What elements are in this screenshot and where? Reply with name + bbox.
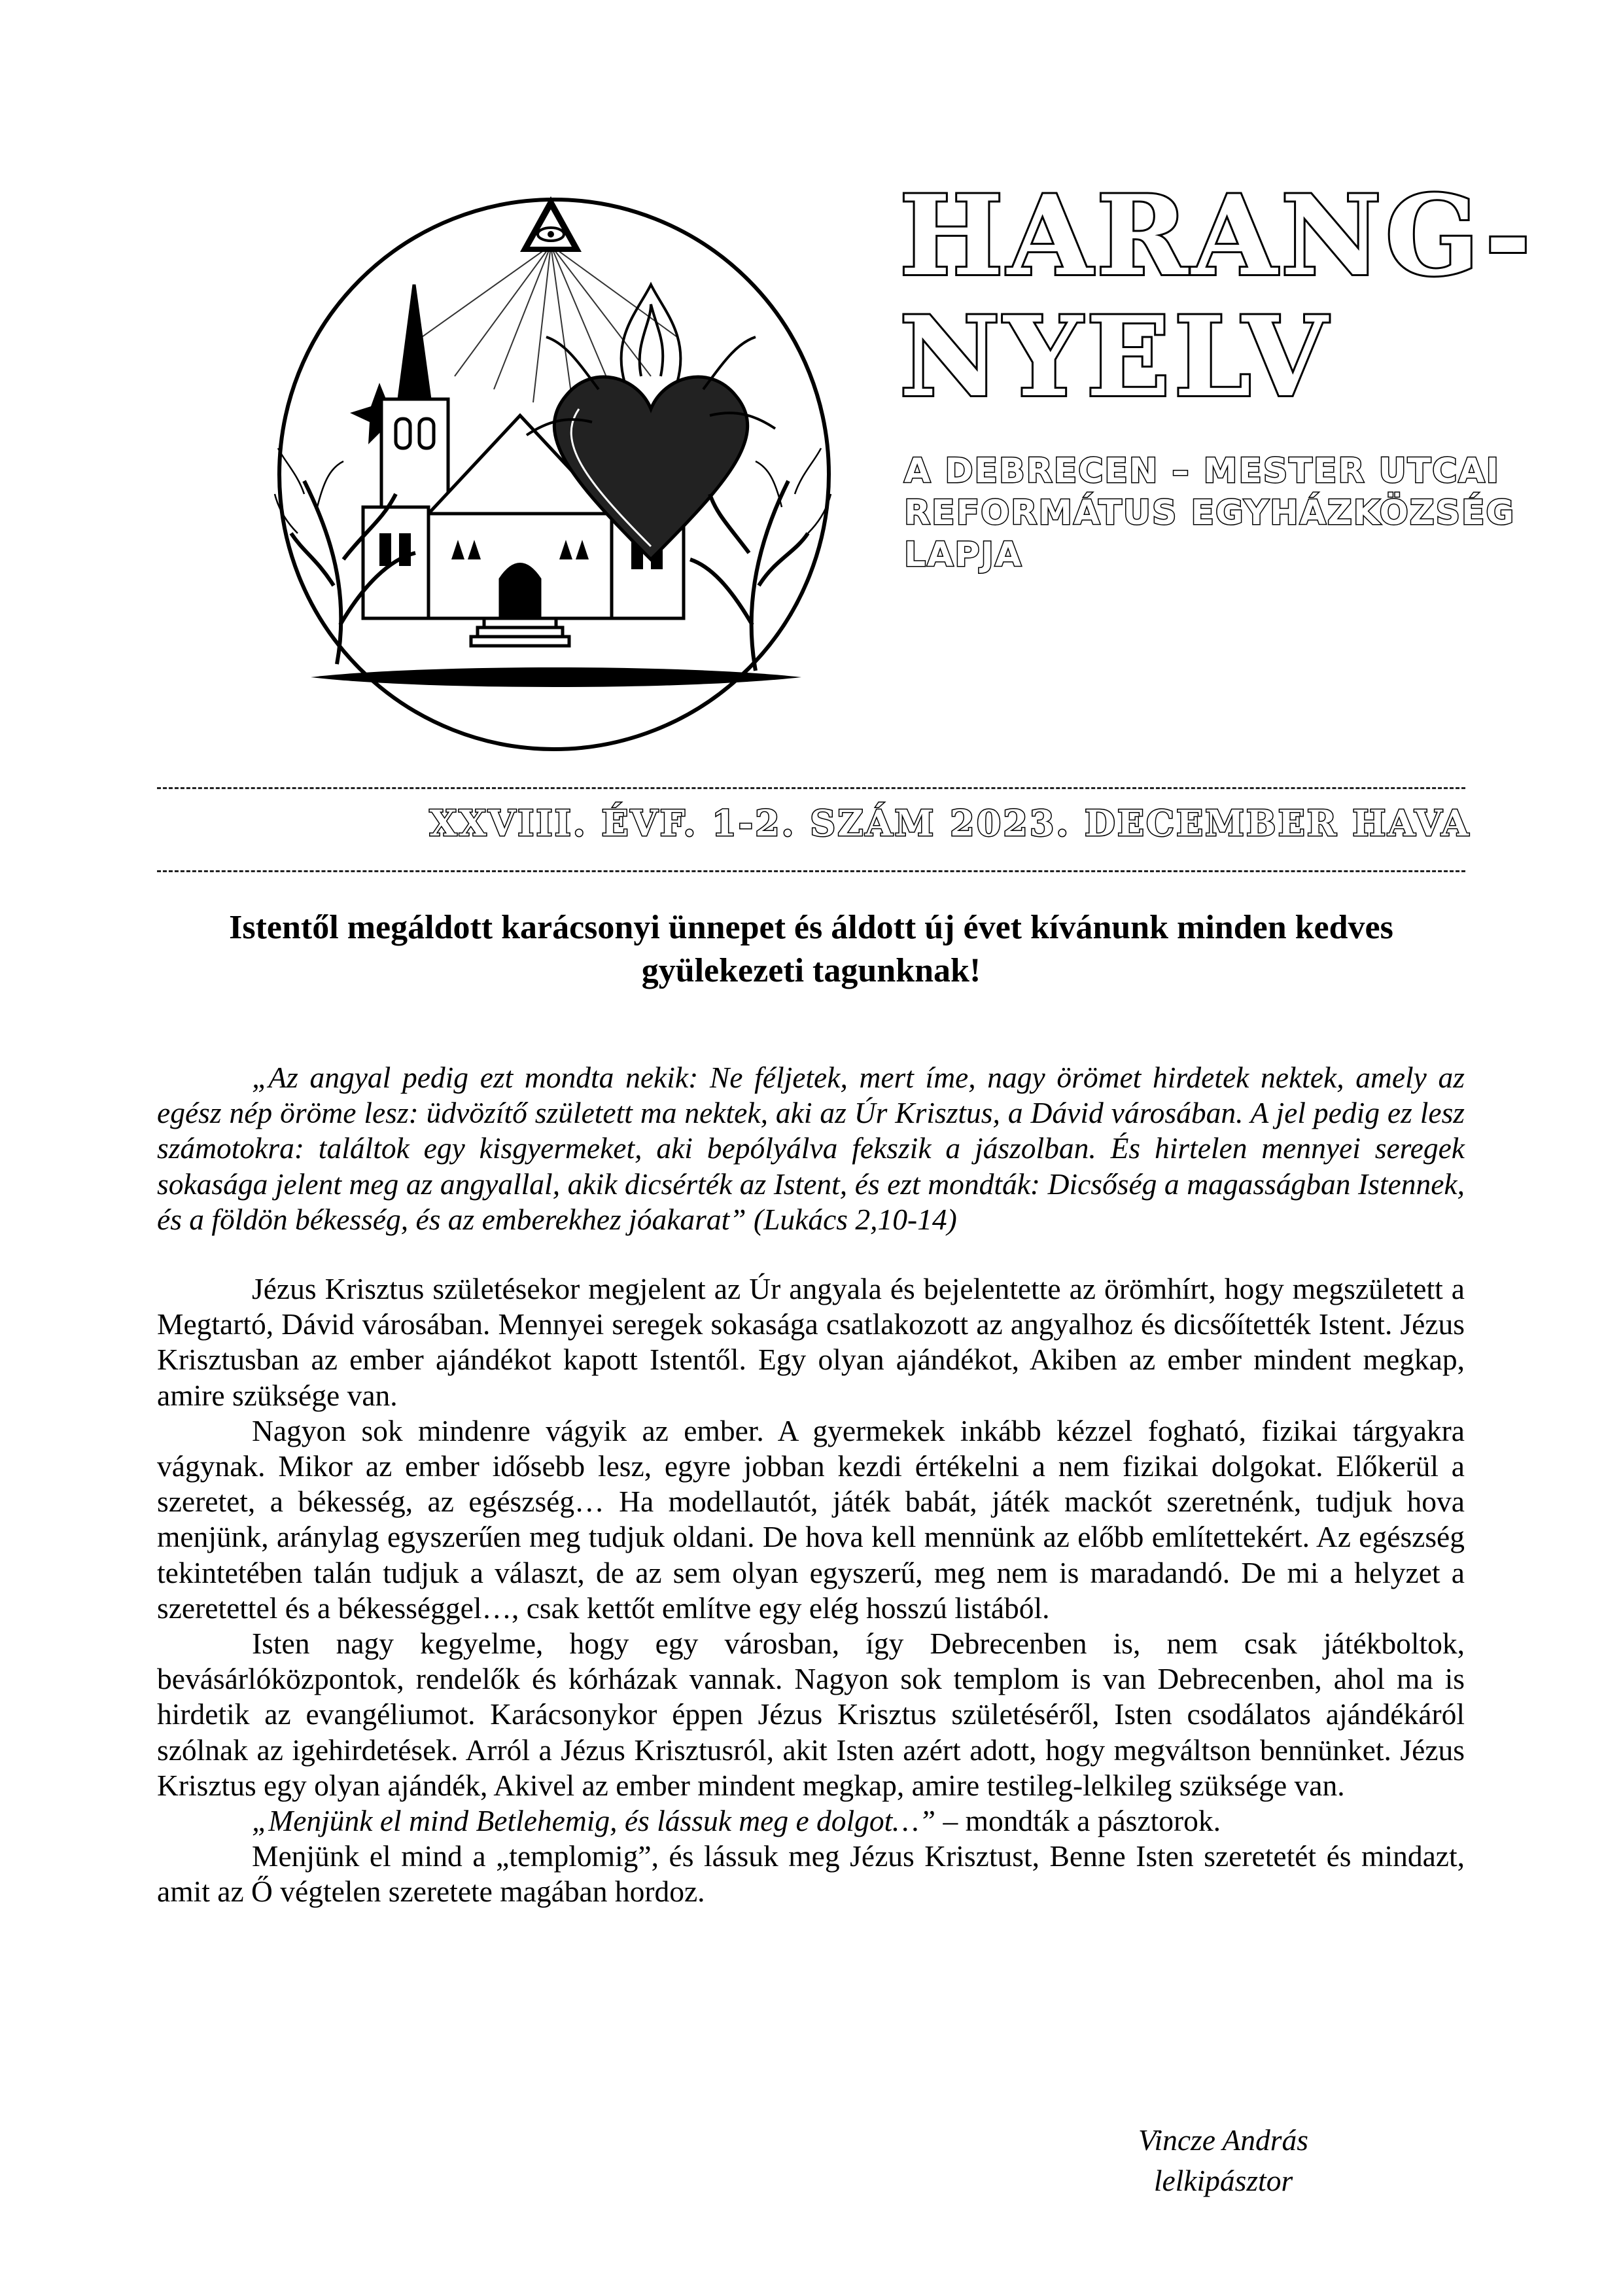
newsletter-subtitle [904,450,1515,576]
paragraph-3: Isten nagy kegyelme, hogy egy városban, így Debrecenben is, nem csak játékboltok, bevásárlóközpontok, rendelők és kórházak vannak. Nagyon sok templom is van Debrecenben, ahol ma is hirdetik az evangéliumot. Karácsonykor éppen Jézus Krisztus születéséről, Isten csodálatos ajándékáról szólnak az igehirdetések. Arról a Jézus Krisztusról, akit Isten azért adott, hogy megváltson bennünket. Jézus Krisztus egy olyan ajándék, Akivel az ember mindent megkap, amire testileg-lelkileg szüksége van. [157,1627,1465,1802]
title-line-1: HARANG- [899,171,1535,300]
signature-role: lelkipásztor [1153,2164,1293,2197]
issue-line: XXVIII. ÉVF. 1-2. SZÁM 2023. DECEMBER HAVA [429,802,1471,844]
article-body [157,1060,1465,1910]
title-line-2: NYELV [899,291,1332,421]
eye-triangle-icon [520,196,582,252]
closing-quote-italic: „Menjünk el mind Betlehemig, és lássuk meg e dolgot…” [252,1804,936,1838]
dashed-divider-top [157,787,1465,789]
subtitle-line-1: A DEBRECEN – MESTER UTCAI [904,451,1500,491]
church-emblem-logo [258,167,850,759]
bible-quote: „Az angyal pedig ezt mondta nekik: Ne féljetek, mert íme, nagy örömet hirdetek nektek, amely az egész nép öröme lesz: üdvözítő született ma nektek, aki az Úr Krisztus, a Dávid városában. A jel pedig ez lesz számotokra: találtok egy kisgyermeket, aki bepólyálva fekszik a jászolban. És hirtelen mennyei seregek sokasága jelent meg az angyallal, akik dicsérték az Istent, és ezt mondták: Dicsőség a magasságban Istennek, és a földön békesség, és az emberekhez jóakarat” (Lukács 2,10-14) [157,1061,1465,1236]
holiday-greeting: Istentől megáldott karácsonyi ünnepet és áldott új évet kívánunk minden kedves gyülekezeti tagunknak! [229,909,1393,989]
signature [1099,2120,1348,2201]
final-paragraph: Menjünk el mind a „templomig”, és lássuk meg Jézus Krisztust, Benne Isten szeretetét és mindazt, amit az Ő végtelen szeretete magában hordoz. [157,1839,1465,1909]
signature-name: Vincze András [1138,2123,1308,2157]
paragraph-2: Nagyon sok mindenre vágyik az ember. A gyermekek inkább kézzel fogható, fizikai tárgyakra vágynak. Mikor az ember idősebb lesz, egyre jobban kezdi értékelni a nem fizikai dolgokat. Előkerül a szeretet, a békesség, az egészség… Ha modellautót, játék babát, játék mackót szeretnénk, tudjuk hova menjünk, aránylag egyszerűen meg tudjuk oldani. De hova kell mennünk az előbb említettekért. Az egészség tekintetében talán tudjuk a választ, de az sem olyan egyszerű, meg nem is maradandó. De mi a helyzet a szeretettel és a békességgel…, csak kettőt említve egy elég hosszú listából. [157,1413,1465,1625]
subtitle-line-3: LAPJA [904,535,1023,574]
newsletter-title [899,171,1535,421]
closing-quote-paragraph [157,1803,1465,1839]
dashed-divider-bottom [157,870,1465,872]
paragraph-1: Jézus Krisztus születésekor megjelent az Úr angyala és bejelentette az örömhírt, hogy megszületett a Megtartó, Dávid városában. Mennyei seregek sokasága csatlakozott az angyalhoz és dicsőítették Istent. Jézus Krisztusban az ember ajándékot kapott Istentől. Egy olyan ajándékot, Akiben az ember mindent megkap, amire szüksége van. [157,1272,1465,1412]
subtitle-line-2: REFORMÁTUS EGYHÁZKÖZSÉG [904,493,1516,533]
closing-quote-rest: – mondták a pásztorok. [935,1804,1221,1838]
